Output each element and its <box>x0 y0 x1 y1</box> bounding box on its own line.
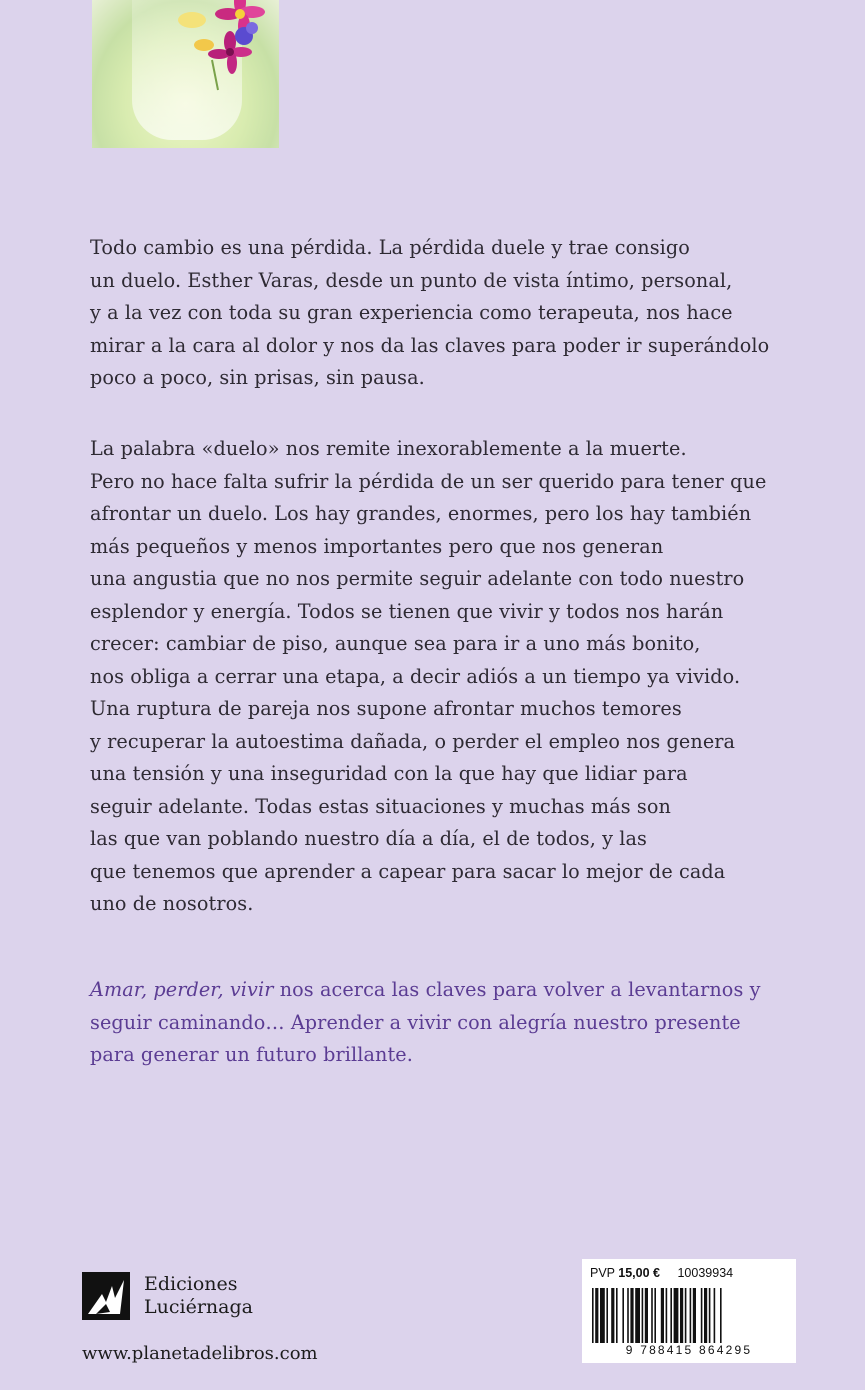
barcode-label <box>582 1259 796 1363</box>
text-line: seguir adelante. Todas estas situaciones y muchas más son <box>90 794 671 818</box>
text-line: Una ruptura de pareja nos supone afrontar muchos temores <box>90 697 682 720</box>
flowers-icon <box>92 0 279 148</box>
barcode-bar <box>661 1288 664 1343</box>
barcode-bar <box>720 1288 722 1343</box>
barcode-bar <box>630 1288 633 1343</box>
text-line: uno de nosotros. <box>90 892 254 915</box>
text-fragment: nos acerca las claves para volver a levantarnos y <box>273 978 761 1001</box>
barcode-bar <box>627 1288 629 1343</box>
barcode-bar <box>674 1288 679 1343</box>
barcode-bar <box>616 1288 618 1343</box>
text-line: poco a poco, sin prisas, sin pausa. <box>90 366 425 389</box>
barcode-bars <box>592 1288 788 1343</box>
barcode-bar <box>704 1288 707 1343</box>
barcode-bar <box>595 1288 598 1343</box>
publisher-name-line-2: Luciérnaga <box>144 1296 253 1318</box>
barcode-bar <box>701 1288 703 1343</box>
barcode-bar <box>693 1288 696 1343</box>
barcode-bar <box>635 1288 640 1343</box>
barcode-bar <box>685 1288 687 1343</box>
text-line: esplendor y energía. Todos se tienen que vivir y todos nos harán <box>90 599 724 623</box>
barcode-bar <box>600 1288 605 1343</box>
barcode-bar <box>670 1288 672 1343</box>
barcode-bar <box>654 1288 656 1343</box>
barcode-bar <box>690 1288 692 1343</box>
barcode-bar <box>645 1288 648 1343</box>
product-code: 10039934 <box>677 1266 734 1280</box>
cover-photo <box>92 0 279 148</box>
price-line <box>590 1266 733 1280</box>
barcode-bar <box>642 1288 644 1343</box>
text-line: y recuperar la autoestima dañada, o perder el empleo nos genera <box>90 729 736 753</box>
publisher-name <box>144 1273 253 1319</box>
text-line: afrontar un duelo. Los hay grandes, enormes, pero los hay también <box>90 502 752 525</box>
text-line: nos obliga a cerrar una etapa, a decir adiós a un tiempo ya vivido. <box>90 664 741 688</box>
blurb-paragraph-2 <box>90 433 790 921</box>
text-line: mirar a la cara al dolor y nos da las claves para poder ir superándolo <box>90 333 770 357</box>
text-line: las que van poblando nuestro día a día, el de todos, y las <box>90 827 647 850</box>
text-line: un duelo. Esther Varas, desde un punto de vista íntimo, personal, <box>90 268 733 292</box>
barcode-bar <box>592 1288 594 1343</box>
text-line <box>90 974 790 1007</box>
barcode-bar <box>709 1288 711 1343</box>
price: 15,00 € <box>618 1266 660 1280</box>
barcode-bar <box>714 1288 716 1343</box>
text-line: una tensión y una inseguridad con la que hay que lidiar para <box>90 762 688 785</box>
text-line: más pequeños y menos importantes pero que nos generan <box>90 534 664 558</box>
barcode-bar <box>651 1288 653 1343</box>
barcode-bar <box>611 1288 614 1343</box>
text-line: seguir caminando… Aprender a vivir con alegría nuestro presente <box>90 1010 741 1034</box>
luciernaga-logo-icon <box>82 1272 130 1320</box>
publisher-name-line-1: Ediciones <box>144 1273 238 1295</box>
barcode-bar <box>606 1288 608 1343</box>
text-line: para generar un futuro brillante. <box>90 1043 413 1066</box>
text-line: Pero no hace falta sufrir la pérdida de un ser querido para tener que <box>90 469 767 493</box>
blurb-paragraph-3 <box>90 974 790 1072</box>
text-line: una angustia que no nos permite seguir adelante con todo nuestro <box>90 567 745 590</box>
book-title: Amar, perder, vivir <box>90 978 274 1001</box>
text-line: Todo cambio es una pérdida. La pérdida duele y trae consigo <box>90 236 690 259</box>
publisher-block <box>82 1272 253 1320</box>
text-line: crecer: cambiar de piso, aunque sea para ir a uno más bonito, <box>90 632 701 655</box>
publisher-url[interactable]: www.planetadelibros.com <box>82 1343 318 1364</box>
text-line: y a la vez con toda su gran experiencia como terapeuta, nos hace <box>90 301 733 324</box>
text-line: La palabra «duelo» nos remite inexorablemente a la muerte. <box>90 437 687 460</box>
barcode-bar <box>666 1288 668 1343</box>
barcode-bar <box>622 1288 624 1343</box>
text-line: que tenemos que aprender a capear para sacar lo mejor de cada <box>90 859 726 883</box>
blurb-paragraph-1 <box>90 232 790 395</box>
barcode-bar <box>680 1288 683 1343</box>
pvp-label: PVP <box>590 1266 615 1280</box>
isbn-digits: 9 788415 864295 <box>625 1343 753 1357</box>
